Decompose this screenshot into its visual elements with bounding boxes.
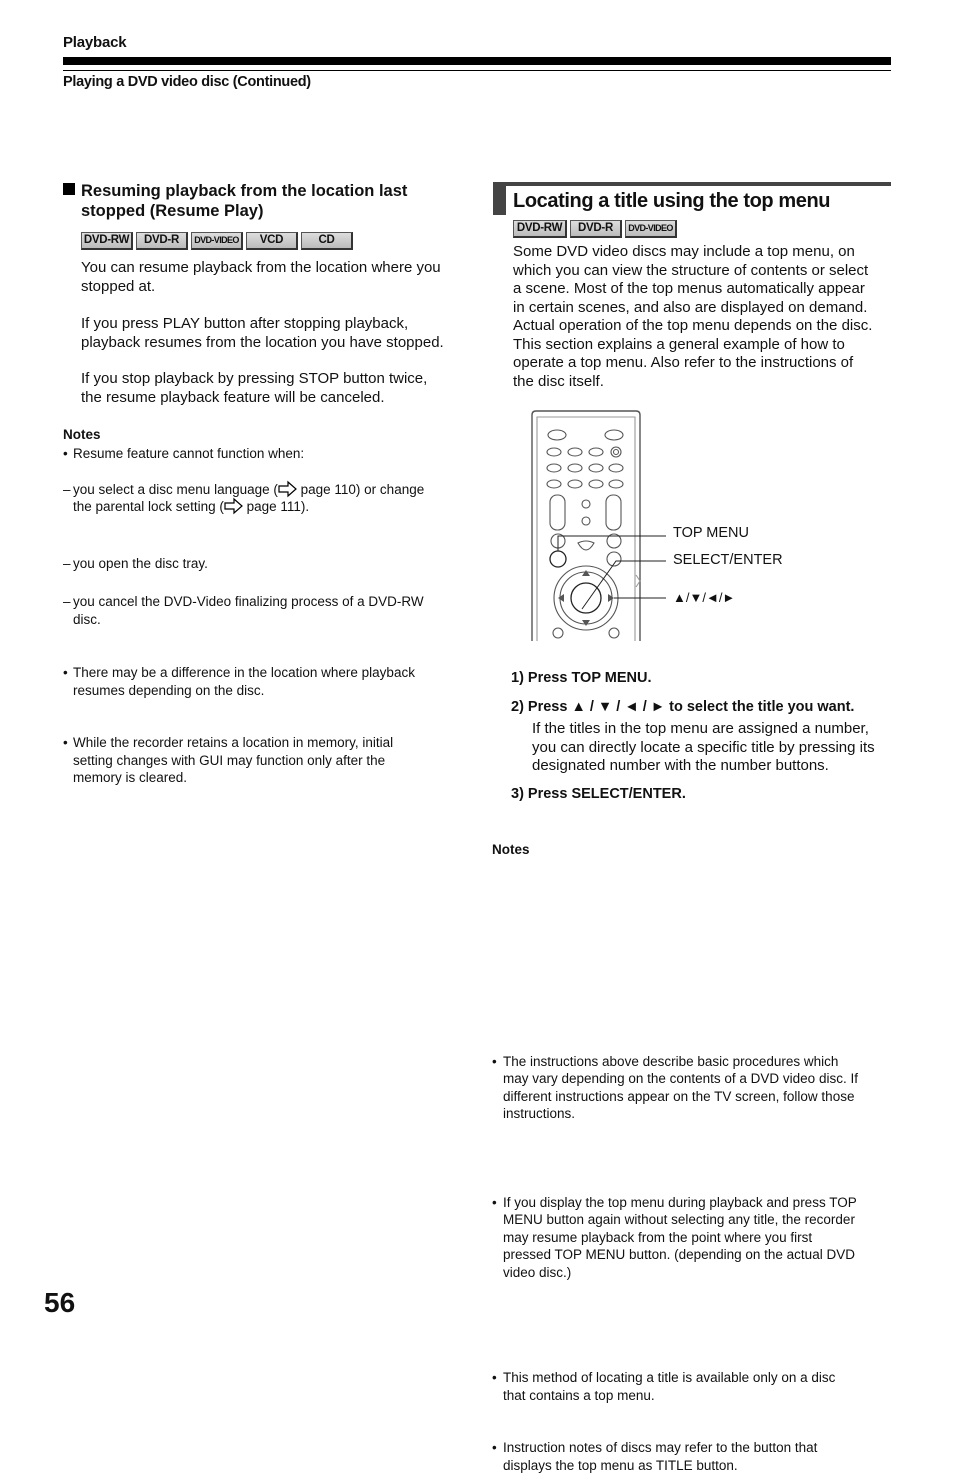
top-menu-intro: Some DVD video discs may include a top menu, on which you can view the structure of contents or select a scene. Most of the top menus automatically appear in certain scenes, and also are displayed on demand. Actual operation of the top menu depends on the disc. This section explains a general example of how to operate a top menu. Also refer to the instructions of the disc itself.: [513, 243, 873, 390]
step-1: 1) Press TOP MENU.: [511, 670, 652, 686]
page-reference-arrow-icon: [278, 481, 297, 497]
page-reference-arrow-icon: [224, 498, 243, 514]
remote-control-illustration: [520, 405, 800, 647]
left-note-1b: – you open the disc tray.: [63, 555, 208, 571]
badge-dvd-r: DVD-R: [136, 232, 188, 250]
header-rule-thin: [63, 70, 891, 71]
step-3: 3) Press SELECT/ENTER.: [511, 786, 686, 802]
step-2: 2) Press ▲ / ▼ / ◄ / ► to select the title you want.: [511, 699, 855, 715]
resume-play-heading: Resuming playback from the location last stopped (Resume Play): [63, 181, 423, 221]
page-number: 56: [44, 1287, 76, 1318]
left-note-1a: – you select a disc menu language ( page 110) or change the parental lock setting ( page 111).: [63, 481, 425, 514]
badge-dvd-rw: DVD-RW: [513, 220, 567, 238]
step-2-detail: If the titles in the top menu are assigned a number, you can directly locate a specific title by pressing its designated number with the number buttons.: [532, 720, 875, 774]
resume-paragraph-3: If you stop playback by pressing STOP button twice, the resume playback feature will be canceled.: [81, 370, 428, 406]
heading-square-icon: [63, 183, 75, 195]
right-note-3: • This method of locating a title is available only on a disc that contains a top menu.: [492, 1370, 836, 1403]
left-notes-title: Notes: [63, 427, 101, 442]
resume-paragraph-2: If you press PLAY button after stopping playback, playback resumes from the location you have stopped.: [81, 315, 444, 351]
right-note-2: • If you display the top menu during playback and press TOP MENU button again without selecting any title, the recorder may resume playback from the point where you first pressed TOP MENU button. (depending on the actual DVD video disc.): [492, 1194, 857, 1280]
label-arrow-keys: ▲/▼/◄/►: [673, 590, 736, 605]
label-select-enter: SELECT/ENTER: [673, 552, 783, 568]
header-rule-thick: [63, 57, 891, 65]
resume-paragraph-1: You can resume playback from the location where you stopped at.: [81, 259, 441, 295]
heading-bar: [493, 182, 891, 186]
left-note-2: • There may be a difference in the location where playback resumes depending on the disc.: [63, 665, 415, 698]
left-note-3: • While the recorder retains a location in memory, initial setting changes with GUI may function only after the memory is cleared.: [63, 735, 394, 785]
badge-vcd: VCD: [246, 232, 298, 250]
right-notes-title: Notes: [492, 842, 530, 857]
badge-dvd-rw: DVD-RW: [81, 232, 133, 250]
badge-dvd-video: DVD-VIDEO: [191, 232, 243, 250]
top-menu-heading: Locating a title using the top menu: [513, 190, 831, 212]
badge-dvd-video: DVD-VIDEO: [625, 220, 677, 238]
left-disc-badges: [81, 232, 353, 250]
right-note-1: • The instructions above describe basic procedures which may vary depending on the contents of a DVD video disc. If different instructions appear on the TV screen, follow those instructions.: [492, 1053, 858, 1121]
heading-block: [493, 182, 506, 215]
badge-cd: CD: [301, 232, 353, 250]
left-note-1c: – you cancel the DVD-Video finalizing process of a DVD-RW disc.: [63, 594, 424, 627]
subsection-title: Playing a DVD video disc (Continued): [63, 74, 311, 90]
right-disc-badges: [513, 220, 677, 238]
label-top-menu: TOP MENU: [673, 525, 750, 541]
badge-dvd-r: DVD-R: [570, 220, 622, 238]
left-note-1: • Resume feature cannot function when:: [63, 446, 305, 461]
section-title: Playback: [63, 34, 127, 51]
right-note-4: • Instruction notes of discs may refer to the button that displays the top menu as TITLE button.: [492, 1440, 818, 1473]
